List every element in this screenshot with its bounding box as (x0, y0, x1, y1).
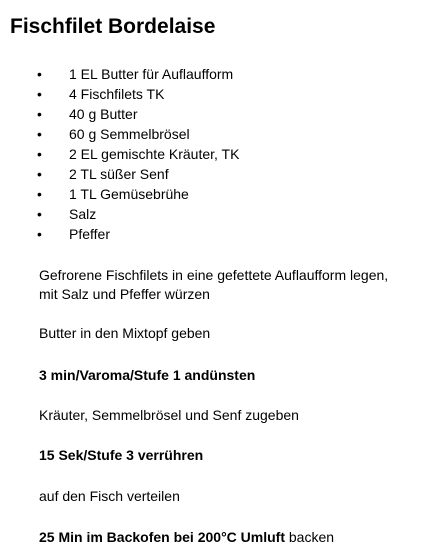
bullet-icon: • (37, 66, 42, 82)
bullet-icon: • (37, 166, 42, 182)
bullet-icon: • (37, 126, 42, 142)
step-4: Kräuter, Semmelbrösel und Senf zugeben (39, 407, 299, 423)
ingredient-text: 2 TL süßer Senf (69, 166, 169, 182)
ingredient-text: Salz (69, 206, 97, 222)
bullet-icon: • (37, 86, 42, 102)
ingredient-text: 2 EL gemischte Kräuter, TK (69, 146, 240, 162)
step-7 (39, 528, 334, 546)
step-5: 15 Sek/Stufe 3 verrühren (39, 447, 204, 463)
ingredient-text: 1 TL Gemüsebrühe (69, 186, 189, 202)
ingredient-text: 40 g Butter (69, 106, 138, 122)
step-7-bold-text: 25 Min im Backofen bei 200°C Umluft (39, 529, 285, 545)
step-6: auf den Fisch verteilen (39, 488, 180, 504)
bullet-icon: • (37, 146, 42, 162)
ingredient-text: 1 EL Butter für Auflaufform (69, 66, 234, 82)
bullet-icon: • (37, 186, 42, 202)
step-1-line-1: Gefrorene Fischfilets in eine gefettete Auflaufform legen, (39, 267, 389, 283)
bullet-icon: • (37, 206, 42, 222)
step-7-rest-text: backen (285, 529, 335, 545)
bullet-icon: • (37, 106, 42, 122)
step-2: Butter in den Mixtopf geben (39, 325, 211, 341)
ingredient-text: Pfeffer (69, 226, 110, 242)
ingredient-text: 60 g Semmelbrösel (69, 126, 190, 142)
step-1-line-2: mit Salz und Pfeffer würzen (39, 286, 210, 302)
ingredient-text: 4 Fischfilets TK (69, 86, 165, 102)
recipe-title: Fischfilet Bordelaise (10, 15, 216, 38)
step-3: 3 min/Varoma/Stufe 1 andünsten (39, 367, 256, 383)
bullet-icon: • (37, 226, 42, 242)
